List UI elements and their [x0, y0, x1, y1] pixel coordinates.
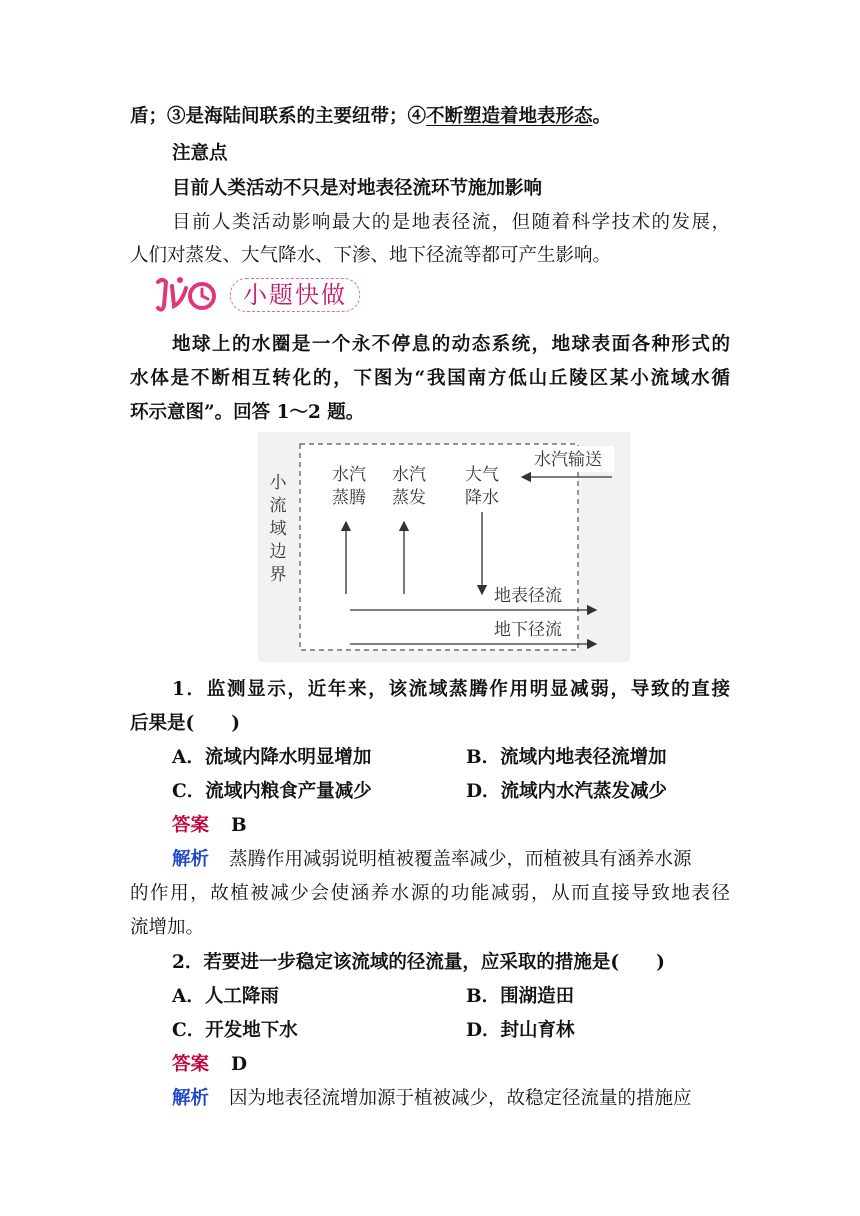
quick-practice-header [152, 272, 372, 318]
q1-analysis-line1: 蒸腾作用减弱说明植被覆盖率减少，而植被具有涵养水源 [229, 849, 692, 870]
q2-analysis-row [172, 1086, 692, 1112]
boundary-label-char: 域 [269, 519, 287, 539]
q1-option-c: C．流域内粮食产量减少 [172, 781, 372, 802]
q2-analysis-label: 解析 [172, 1088, 210, 1109]
passage-line2: 水体是不断相互转化的，下图为“我国南方低山丘陵区某小流域水循 [130, 368, 730, 389]
boundary-label-char: 流 [269, 496, 287, 516]
note-heading: 注意点 [172, 143, 228, 164]
note-body-line2: 人们对蒸发、大气降水、下渗、地下径流等都可产生影响。 [130, 245, 612, 266]
q2-answer-row [172, 1052, 247, 1078]
surface-runoff-label: 地表径流 [494, 586, 562, 606]
precipitation-label-bottom: 降水 [465, 488, 499, 508]
precipitation-label-top: 大气 [465, 465, 499, 485]
q1-answer-row [172, 813, 247, 839]
q1-analysis-row [172, 847, 692, 873]
intro-underlined-text: 不断塑造着地表形态 [426, 106, 593, 127]
q1-answer-label: 答案 [172, 815, 210, 836]
q1-stem-line2: 后果是( ) [130, 713, 241, 734]
boundary-label-char: 界 [269, 565, 287, 585]
q2-analysis-line1: 因为地表径流增加源于植被减少，故稳定径流量的措施应 [229, 1088, 692, 1109]
intro-line [130, 104, 611, 130]
q2-option-d: D．封山育林 [466, 1020, 575, 1041]
transpiration-label-bottom: 蒸腾 [332, 488, 366, 508]
boundary-label [270, 473, 288, 585]
q1-analysis-line2: 的作用，故植被减少会使涵养水源的功能减弱，从而直接导致地表径 [130, 883, 730, 904]
q1-analysis-label: 解析 [172, 849, 210, 870]
note-subheading: 目前人类活动不只是对地表径流环节施加影响 [172, 178, 543, 199]
q2-option-b: B．围湖造田 [466, 986, 575, 1007]
q2-option-a: A．人工降雨 [172, 986, 279, 1007]
vapor-transport-label: 水汽输送 [534, 450, 602, 470]
q2-option-c: C．开发地下水 [172, 1020, 298, 1041]
q2-answer-value: D [231, 1054, 248, 1075]
intro-text-b: 。 [592, 106, 612, 127]
q1-option-a: A．流域内降水明显增加 [172, 747, 372, 768]
intro-text-a: 盾；③是海陆间联系的主要纽带；④ [130, 106, 427, 127]
q1-option-d: D．流域内水汽蒸发减少 [466, 781, 668, 802]
quick-practice-title: 小题快做 [230, 278, 360, 312]
boundary-label-char: 边 [269, 542, 287, 562]
evaporation-label-bottom: 蒸发 [392, 488, 426, 508]
q2-answer-label: 答案 [172, 1054, 210, 1075]
q1-option-b: B．流域内地表径流增加 [466, 747, 667, 768]
quick-practice-logo-icon [152, 272, 232, 318]
passage-line3: 环示意图”。回答 1～2 题。 [130, 402, 365, 423]
boundary-label-char: 小 [269, 473, 287, 493]
water-cycle-diagram [258, 432, 630, 662]
q1-stem-line1: 1．监测显示，近年来，该流域蒸腾作用明显减弱，导致的直接 [172, 679, 730, 700]
q2-stem: 2．若要进一步稳定该流域的径流量，应采取的措施是( ) [172, 952, 665, 973]
transpiration-label-top: 水汽 [332, 465, 366, 485]
q1-analysis-line3: 流增加。 [130, 917, 205, 938]
note-body-line1: 目前人类活动影响最大的是地表径流，但随着科学技术的发展， [172, 212, 730, 233]
passage-line1: 地球上的水圈是一个永不停息的动态系统，地球表面各种形式的 [172, 334, 730, 355]
q1-answer-value: B [231, 815, 247, 836]
groundwater-runoff-label: 地下径流 [494, 620, 562, 640]
evaporation-label-top: 水汽 [392, 465, 426, 485]
